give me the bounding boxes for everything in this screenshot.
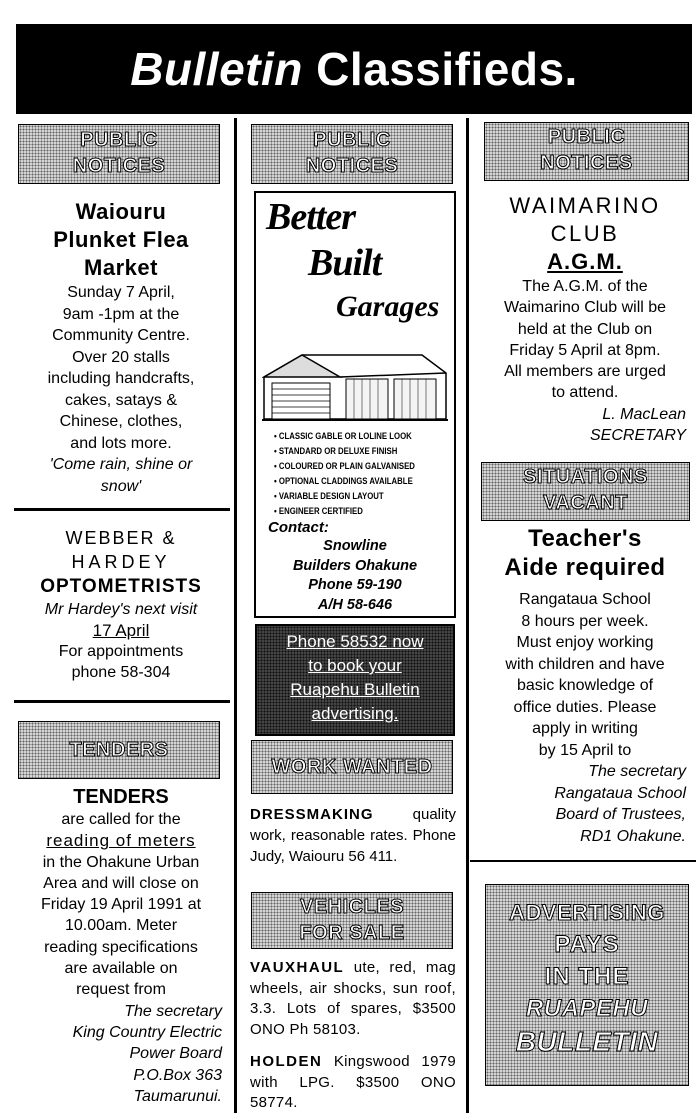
feature-text: ENGINEER CERTIFIED xyxy=(278,506,363,517)
sit-body-line: apply in writing xyxy=(532,720,638,737)
vauxhaul-ad xyxy=(250,958,456,1040)
tenders-line: in the Ohakune Urban xyxy=(42,853,200,871)
opt-title-1: WEBBER & xyxy=(65,528,177,548)
tenders-line: 10.00am. Meter xyxy=(64,917,178,935)
header-line: FOR SALE xyxy=(299,922,405,944)
club-body-line: Waimarino Club will be xyxy=(503,299,667,317)
book-advertising-box xyxy=(255,624,455,736)
club-body-line: to attend. xyxy=(551,384,619,402)
masthead-title-italic: Bulletin xyxy=(130,43,303,95)
body-line: Sunday 7 April, xyxy=(67,284,175,301)
sit-body-line: 8 hours per week. xyxy=(521,612,649,630)
header-line: SITUATIONS xyxy=(523,466,648,488)
sit-body-line: Rangataua School xyxy=(519,591,651,608)
body-line: 9am -1pm at the xyxy=(62,305,180,323)
tenders-line: Area and will close on xyxy=(43,874,199,892)
phone-box-line: to book your xyxy=(308,656,402,675)
opt-title-2: HARDEY xyxy=(71,552,171,572)
club-title-line: CLUB xyxy=(550,221,620,246)
body-line: cakes, satays & xyxy=(64,391,178,409)
pays-line: ADVERTISING xyxy=(509,900,665,925)
divider-col1-b xyxy=(14,700,230,703)
masthead-title-rest: Classifieds. xyxy=(302,43,578,95)
ad-feature-list xyxy=(274,429,415,519)
tenders-header xyxy=(18,721,220,779)
ad-built: Built xyxy=(308,242,382,284)
club-signature xyxy=(474,404,696,447)
public-notices-header-col3 xyxy=(484,122,689,181)
tenders-line: reading specifications xyxy=(44,938,198,956)
opt-title-3: OPTOMETRISTS xyxy=(40,576,202,597)
flea-title xyxy=(14,198,228,282)
feature-text: CLASSIC GABLE OR LOLINE LOOK xyxy=(278,431,412,442)
feature-item: • CLASSIC GABLE OR LOLINE LOOK xyxy=(274,431,412,442)
body-line: and lots more. xyxy=(70,434,172,452)
quote-line: snow' xyxy=(100,477,142,495)
masthead xyxy=(16,24,692,114)
tenders-title: TENDERS xyxy=(73,786,169,808)
sit-signature xyxy=(474,761,696,847)
ad-garages: Garages xyxy=(336,290,440,323)
opt-date: 17 April xyxy=(92,621,150,640)
sign-line: RD1 Ohakune. xyxy=(580,827,686,845)
club-body-line: All members are urged xyxy=(504,363,666,381)
public-notices-header-col2 xyxy=(251,124,453,184)
tenders-line: Friday 19 April 1991 at xyxy=(40,896,202,914)
tenders-line: request from xyxy=(76,981,166,999)
feature-item: • STANDARD OR DELUXE FINISH xyxy=(274,446,398,457)
header-line: PUBLIC xyxy=(80,129,158,151)
tenders-signature xyxy=(14,1001,228,1107)
better-built-garages-ad xyxy=(254,191,456,618)
pays-line: RUAPEHU xyxy=(525,995,649,1022)
holden-ad xyxy=(250,1052,456,1114)
divider-col3 xyxy=(470,860,696,862)
dressmaking-text: quality work, reasonable rates. Phone Judy, Waiouru 56 411. xyxy=(250,806,456,865)
feature-text: STANDARD OR DELUXE FINISH xyxy=(278,446,398,457)
sign-line: The secretary xyxy=(124,1002,222,1020)
feature-item: • OPTIONAL CLADDINGS AVAILABLE xyxy=(274,476,413,487)
phone-box-line: Phone 58532 now xyxy=(286,632,424,651)
body-line: Over 20 stalls xyxy=(72,348,170,366)
tenders-line: are called for the xyxy=(61,811,181,828)
sign-line: King Country Electric xyxy=(72,1023,222,1041)
sit-body-line: basic knowledge of xyxy=(516,677,654,694)
title-line: Market xyxy=(84,255,158,280)
feature-text: VARIABLE DESIGN LAYOUT xyxy=(278,491,384,502)
flea-body xyxy=(14,282,228,454)
public-notices-header-col1 xyxy=(18,124,220,184)
header-line: NOTICES xyxy=(72,155,166,177)
tenders-notice xyxy=(14,785,228,1107)
contact-line: A/H 58-646 xyxy=(317,596,393,613)
vehicles-for-sale-header xyxy=(251,892,453,949)
work-wanted-header xyxy=(251,740,453,794)
divider-col1-a xyxy=(14,508,230,511)
tenders-meters: reading of meters xyxy=(46,831,196,851)
tenders-line: are available on xyxy=(64,960,178,978)
header-line: PUBLIC xyxy=(547,126,626,148)
sign-line: Power Board xyxy=(129,1045,222,1063)
phone-box-line: Ruapehu Bulletin xyxy=(290,680,420,699)
sit-body-line: by 15 April to xyxy=(538,741,632,759)
sign-line: Board of Trustees, xyxy=(555,806,686,823)
flea-market-notice xyxy=(14,198,228,497)
title-line: Plunket Flea xyxy=(53,227,189,252)
ad-contact-label: Contact: xyxy=(268,519,329,536)
header-line: PUBLIC xyxy=(313,129,391,151)
sign-line: Taumarunui. xyxy=(133,1087,222,1105)
body-line: Community Centre. xyxy=(52,327,190,344)
body-line: Chinese, clothes, xyxy=(59,413,183,430)
ad-contact xyxy=(256,537,454,615)
feature-item: • COLOURED OR PLAIN GALVANISED xyxy=(274,461,415,472)
waimarino-club-notice xyxy=(474,192,696,446)
header-line: NOTICES xyxy=(540,152,633,174)
sit-body-line: with children and have xyxy=(505,655,665,673)
title-line: Waiouru xyxy=(75,199,167,224)
vauxhaul-text: ute, red, mag wheels, air shocks, sun roof, 3.3. Lots of spares, $3500 ONO Ph 58103. xyxy=(250,959,456,1038)
feature-item: • VARIABLE DESIGN LAYOUT xyxy=(274,491,384,502)
club-body-line: The A.G.M. of the xyxy=(522,278,648,295)
flea-quote xyxy=(14,454,228,497)
sit-title-line: Aide required xyxy=(504,554,666,581)
body-line: including handcrafts, xyxy=(47,370,195,387)
sign-line: L. MacLean xyxy=(602,405,686,423)
club-body-line: Friday 5 April at 8pm. xyxy=(509,341,661,359)
feature-text: COLOURED OR PLAIN GALVANISED xyxy=(278,461,415,472)
garage-illustration xyxy=(262,333,448,423)
holden-text: Kingswood 1979 with LPG. $3500 ONO 58774. xyxy=(250,1053,456,1111)
dressmaking-ad xyxy=(250,804,456,867)
sit-body-line: office duties. Please xyxy=(513,698,657,716)
sit-body-line: Must enjoy working xyxy=(516,634,654,651)
contact-line: Snowline xyxy=(323,538,387,554)
column-rule-left xyxy=(234,118,237,1113)
sign-line: SECRETARY xyxy=(589,427,686,445)
tenders-header-label: TENDERS xyxy=(69,739,169,761)
vauxhaul-keyword: VAUXHAUL xyxy=(250,959,345,976)
sign-line: Rangataua School xyxy=(554,784,686,802)
contact-line: Phone 59-190 xyxy=(308,577,402,593)
club-body-line: held at the Club on xyxy=(517,320,653,338)
sign-line: The secretary xyxy=(588,763,686,780)
optometrists-notice xyxy=(14,526,228,683)
pays-line: BULLETIN xyxy=(515,1026,659,1057)
work-wanted-label: WORK WANTED xyxy=(271,756,433,778)
header-line: VEHICLES xyxy=(299,896,405,918)
contact-line: Builders Ohakune xyxy=(292,557,418,574)
pays-line: IN THE xyxy=(544,963,630,990)
club-title-line: WAIMARINO xyxy=(509,193,661,218)
feature-item: • ENGINEER CERTIFIED xyxy=(274,506,363,517)
holden-keyword: HOLDEN xyxy=(250,1053,323,1070)
pays-line: PAYS xyxy=(554,931,620,958)
situations-vacant-header xyxy=(481,462,690,521)
ad-better: Better xyxy=(266,196,355,238)
sit-title-line: Teacher's xyxy=(528,525,642,552)
advertising-pays-box xyxy=(485,884,689,1086)
header-line: VACANT xyxy=(543,492,628,514)
opt-appt-line: For appointments xyxy=(58,643,184,660)
quote-line: 'Come rain, shine or xyxy=(49,456,193,473)
feature-text: OPTIONAL CLADDINGS AVAILABLE xyxy=(278,476,413,487)
opt-visit: Mr Hardey's next visit xyxy=(44,601,198,618)
phone-box-line: advertising. xyxy=(311,704,399,723)
sign-line: P.O.Box 363 xyxy=(133,1066,222,1084)
opt-appt-line: phone 58-304 xyxy=(71,664,171,681)
column-rule-right xyxy=(466,118,469,1113)
dressmaking-keyword: DRESSMAKING xyxy=(250,806,374,823)
club-agm: A.G.M. xyxy=(547,249,623,274)
header-line: NOTICES xyxy=(305,155,399,177)
teachers-aide-notice xyxy=(474,525,696,847)
